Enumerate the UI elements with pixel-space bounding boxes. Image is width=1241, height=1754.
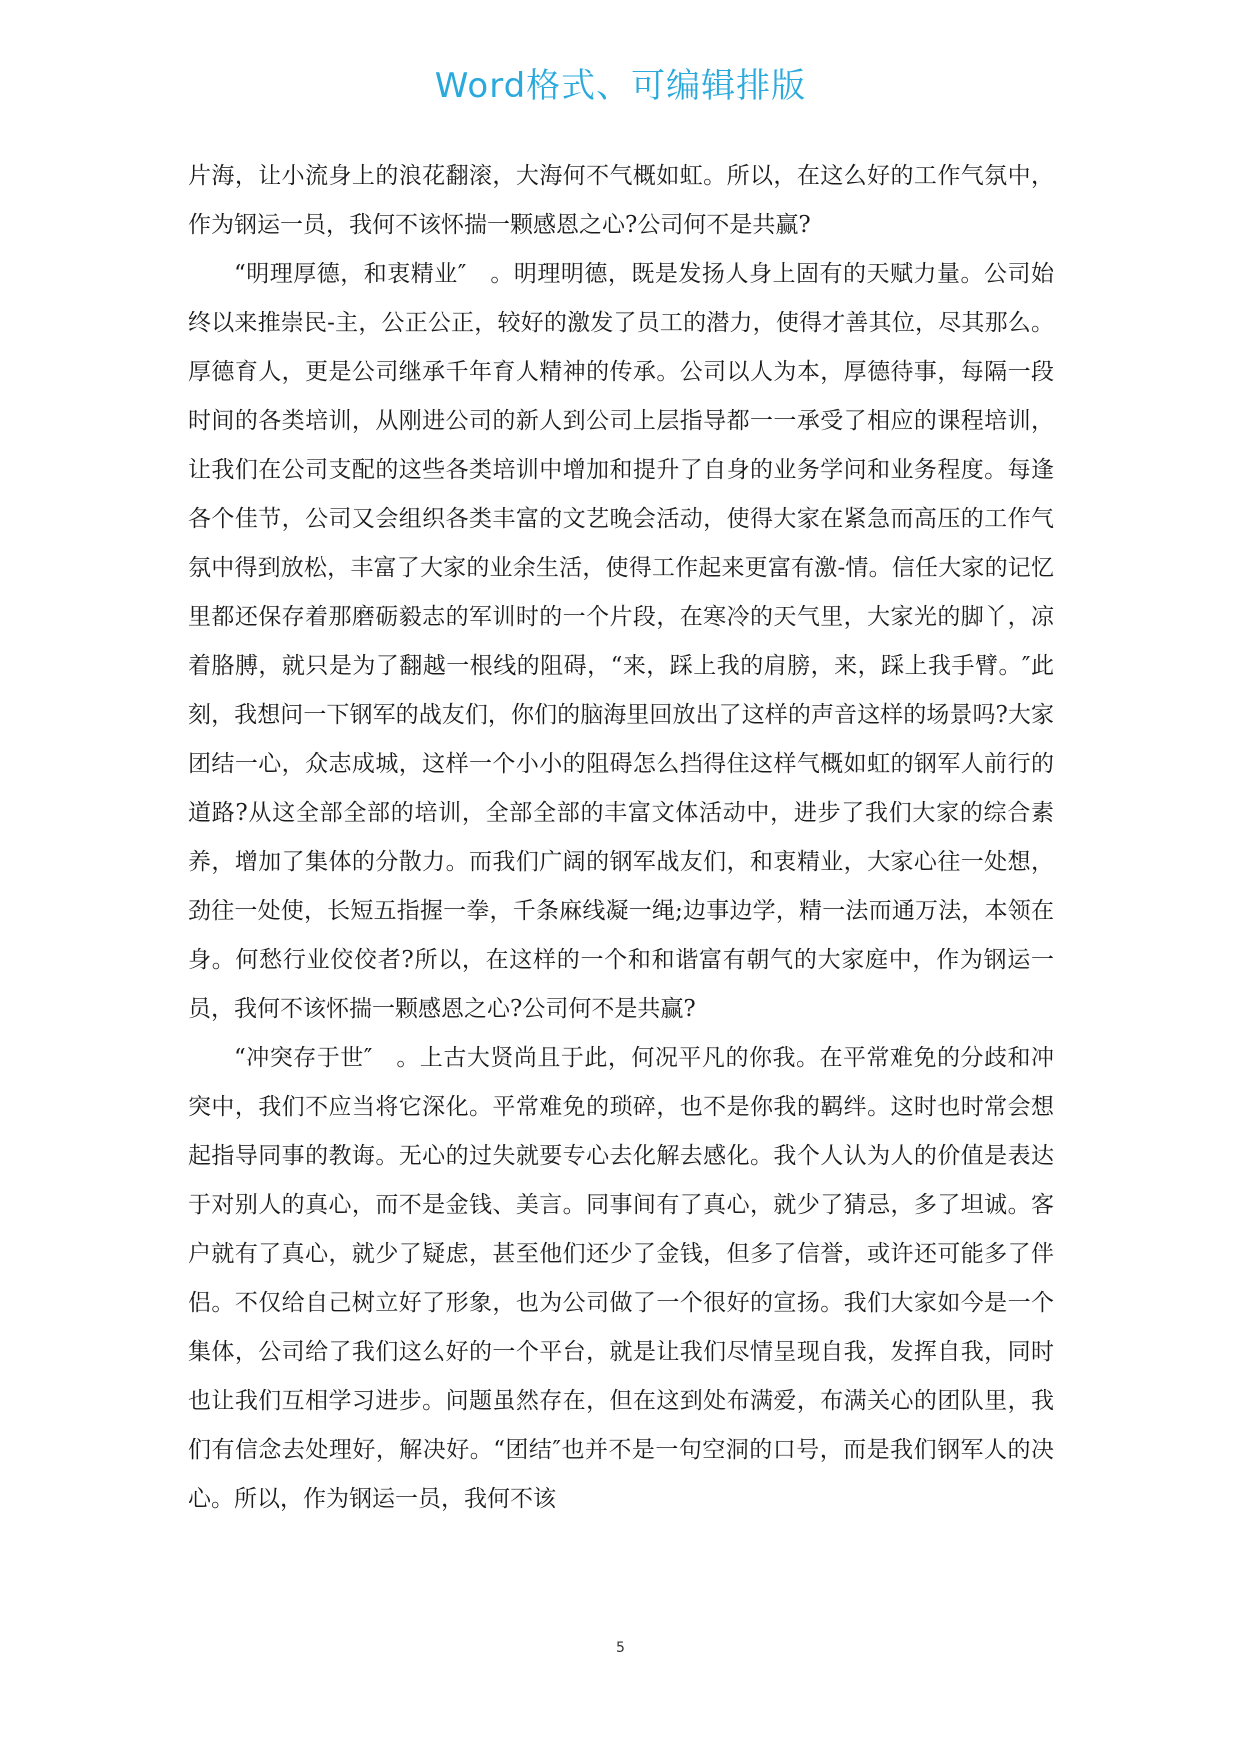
page-number: 5	[616, 1640, 625, 1656]
paragraph-mingli-houde: “明理厚德，和衷精业″ 。明理明德，既是发扬人身上固有的天赋力量。公司始终以来推崇民-主，公正公正，较好的激发了员工的潜力，使得才善其位，尽其那么。厚德育人，更是公司继承千年育人精神的传承。公司以人为本，厚德待事，每隔一段时间的各类培训，从刚进公司的新人到公司上层指导都一一承受了相应的课程培训，让我们在公司支配的这些各类培训中增加和提升了自身的业务学问和业务程度。每逢各个佳节，公司又会组织各类丰富的文艺晚会活动，使得大家在紧急而高压的工作气氛中得到放松，丰富了大家的业余生活，使得工作起来更富有激-情。信任大家的记忆里都还保存着那磨砺毅志的军训时的一个片段，在寒冷的天气里，大家光的脚丫，凉着胳膊，就只是为了翻越一根线的阻碍，“来，踩上我的肩膀，来，踩上我手臂。″此刻，我想问一下钢军的战友们，你们的脑海里回放出了这样的声音这样的场景吗?大家团结一心，众志成城，这样一个小小的阻碍怎么挡得住这样气概如虹的钢军人前行的道路?从这全部全部的培训，全部全部的丰富文体活动中，进步了我们大家的综合素养，增加了集体的分散力。而我们广阔的钢军战友们，和衷精业，大家心往一处想，劲往一处使，长短五指握一拳，千条麻线凝一绳;边事边学，精一法而通万法，本领在身。何愁行业佼佼者?所以，在这样的一个和和谐富有朝气的大家庭中，作为钢运一员，我何不该怀揣一颗感恩之心?公司何不是共赢?	[188, 261, 1054, 1022]
paragraph-chongtu: “冲突存于世″ 。上古大贤尚且于此，何况平凡的你我。在平常难免的分歧和冲突中，我们不应当将它深化。平常难免的琐碎，也不是你我的羁绊。这时也时常会想起指导同事的教诲。无心的过失就要专心去化解去感化。我个人认为人的价值是表达于对别人的真心，而不是金钱、美言。同事间有了真心，就少了猜忌，多了坦诚。客户就有了真心，就少了疑虑，甚至他们还少了金钱，但多了信誉，或许还可能多了伴侣。不仅给自己树立好了形象，也为公司做了一个很好的宣扬。我们大家如今是一个集体，公司给了我们这么好的一个平台，就是让我们尽情呈现自我，发挥自我，同时也让我们互相学习进步。问题虽然存在，但在这到处布满爱，布满关心的团队里，我们有信念去处理好，解决好。“团结″也并不是一句空洞的口号，而是我们钢军人的决心。所以，作为钢运一员，我何不该	[188, 1045, 1054, 1512]
document-body	[188, 152, 1054, 1524]
page-header-title: Word格式、可编辑排版	[434, 66, 807, 106]
paragraph-continuation: 片海，让小流身上的浪花翻滚，大海何不气概如虹。所以，在这么好的工作气氛中，作为钢运一员，我何不该怀揣一颗感恩之心?公司何不是共赢?	[188, 163, 1054, 238]
